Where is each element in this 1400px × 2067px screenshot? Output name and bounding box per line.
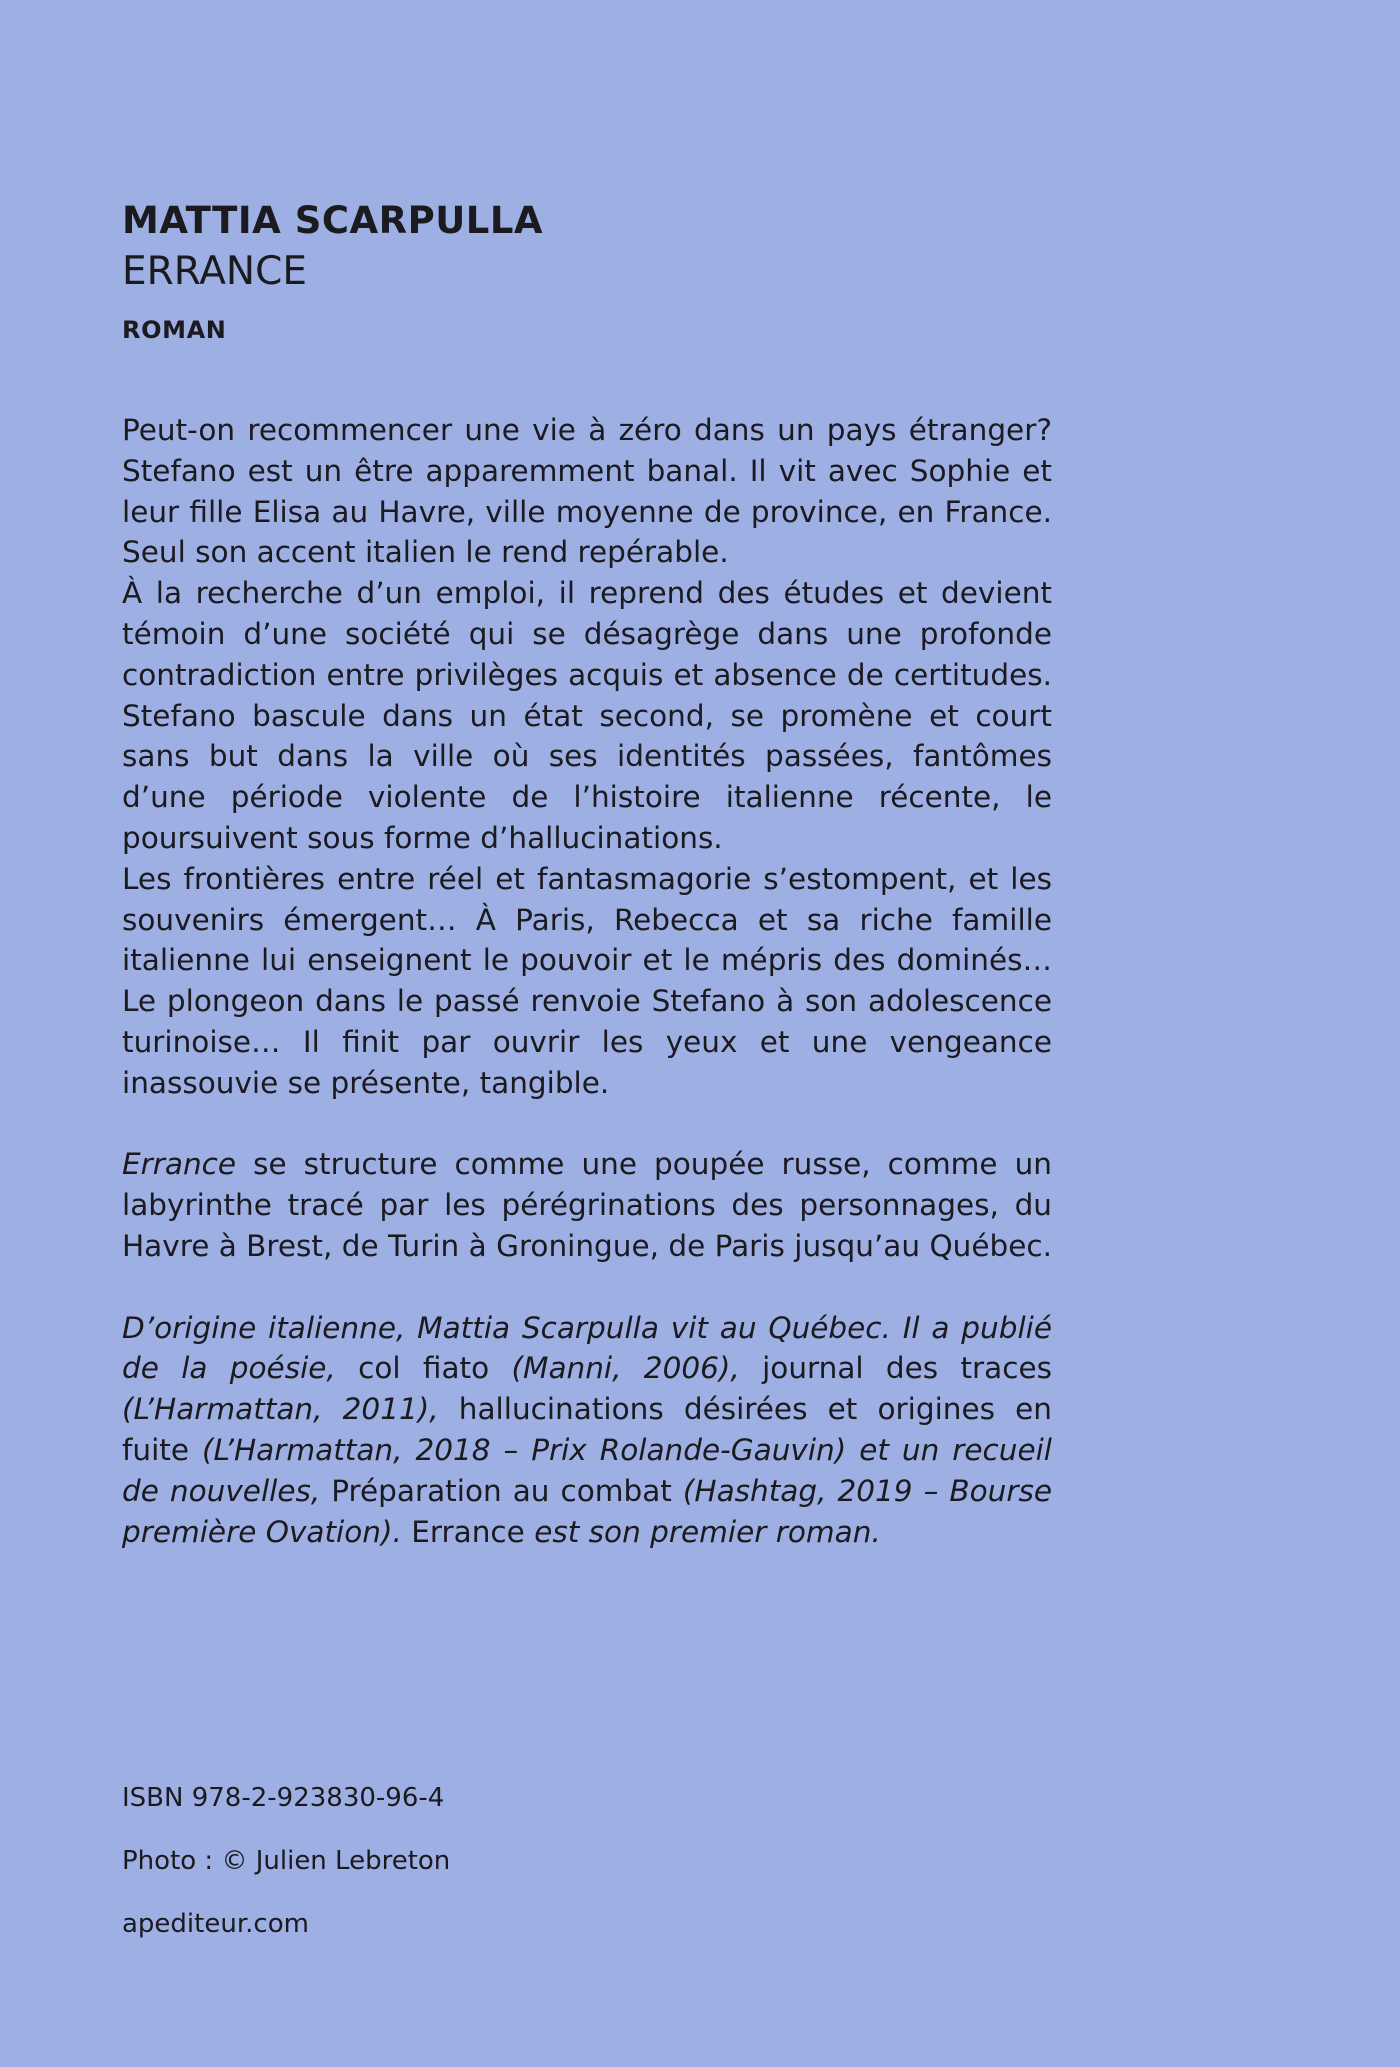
- structure-text: se structure comme une poupée russe, comme un labyrinthe tracé par les pérégrinations des personnages, du Havre à Brest, de Turin à Groningue, de Paris jusqu’au Québec.: [122, 1147, 1052, 1263]
- bio-work-title: hallucinations désirées et origines en fuite: [122, 1392, 1052, 1467]
- back-cover: [122, 196, 1052, 1552]
- synopsis-paragraph: À la recherche d’un emploi, il reprend des études et devient témoin d’une société qui se désagrège dans une profonde contradiction entre privilèges acquis et absence de certitudes. Stefano bascule dans un état second, se promène et court sans but dans la ville où ses identités passées, fantômes d’une période violente de l’histoire italienne récente, le poursuivent sous forme d’hallucinations.: [122, 576, 1052, 855]
- bio-work-title: journal des traces: [762, 1351, 1052, 1386]
- publisher-website: apediteur.com: [122, 1909, 309, 1939]
- bio-work-title: Errance: [411, 1514, 525, 1549]
- isbn: ISBN 978-2-923830-96-4: [122, 1783, 445, 1813]
- bio-text: (Manni, 2006),: [489, 1351, 763, 1386]
- genre-label: ROMAN: [122, 316, 227, 344]
- bio-text: est son premier roman.: [524, 1514, 881, 1549]
- author-name: MATTIA SCARPULLA: [122, 199, 544, 242]
- structure-title: Errance: [122, 1147, 237, 1182]
- author-bio: [122, 1308, 1052, 1553]
- bio-work-title: Préparation au combat: [331, 1473, 672, 1508]
- book-title: ERRANCE: [122, 249, 307, 294]
- bio-text: (L’Harmattan, 2018 – Prix Rolande-Gauvin) et un recueil de nouvelles,: [122, 1432, 1052, 1508]
- bio-work-title: col fiato: [358, 1351, 490, 1386]
- bio-text: (L’Harmattan, 2011),: [122, 1392, 459, 1427]
- synopsis-paragraph: Les frontières entre réel et fantasmagorie s’estompent, et les souvenirs émergent… À Paris, Rebecca et sa riche famille italienne lui enseignent le pouvoir et le mépris des dominés… Le plongeon dans le passé renvoie Stefano à son adolescence turinoise… Il finit par ouvrir les yeux et une vengeance inassouvie se présente, tangible.: [122, 861, 1052, 1100]
- bio-text: (Hashtag, 2019 – Bourse première Ovation).: [122, 1473, 1052, 1549]
- synopsis-paragraph: Peut-on recommencer une vie à zéro dans un pays étranger? Stefano est un être apparemment banal. Il vit avec Sophie et leur fille Elisa au Havre, ville moyenne de province, en France. Seul son accent italien le rend repérable.: [122, 413, 1052, 570]
- structure-paragraph: [122, 1144, 1052, 1266]
- footer-info: [122, 1782, 450, 1971]
- synopsis-block: [122, 410, 1052, 1552]
- photo-credit: Photo : © Julien Lebreton: [122, 1846, 451, 1876]
- bio-text: D’origine italienne, Mattia Scarpulla vit au Québec. Il a publié de la poésie,: [122, 1310, 1052, 1386]
